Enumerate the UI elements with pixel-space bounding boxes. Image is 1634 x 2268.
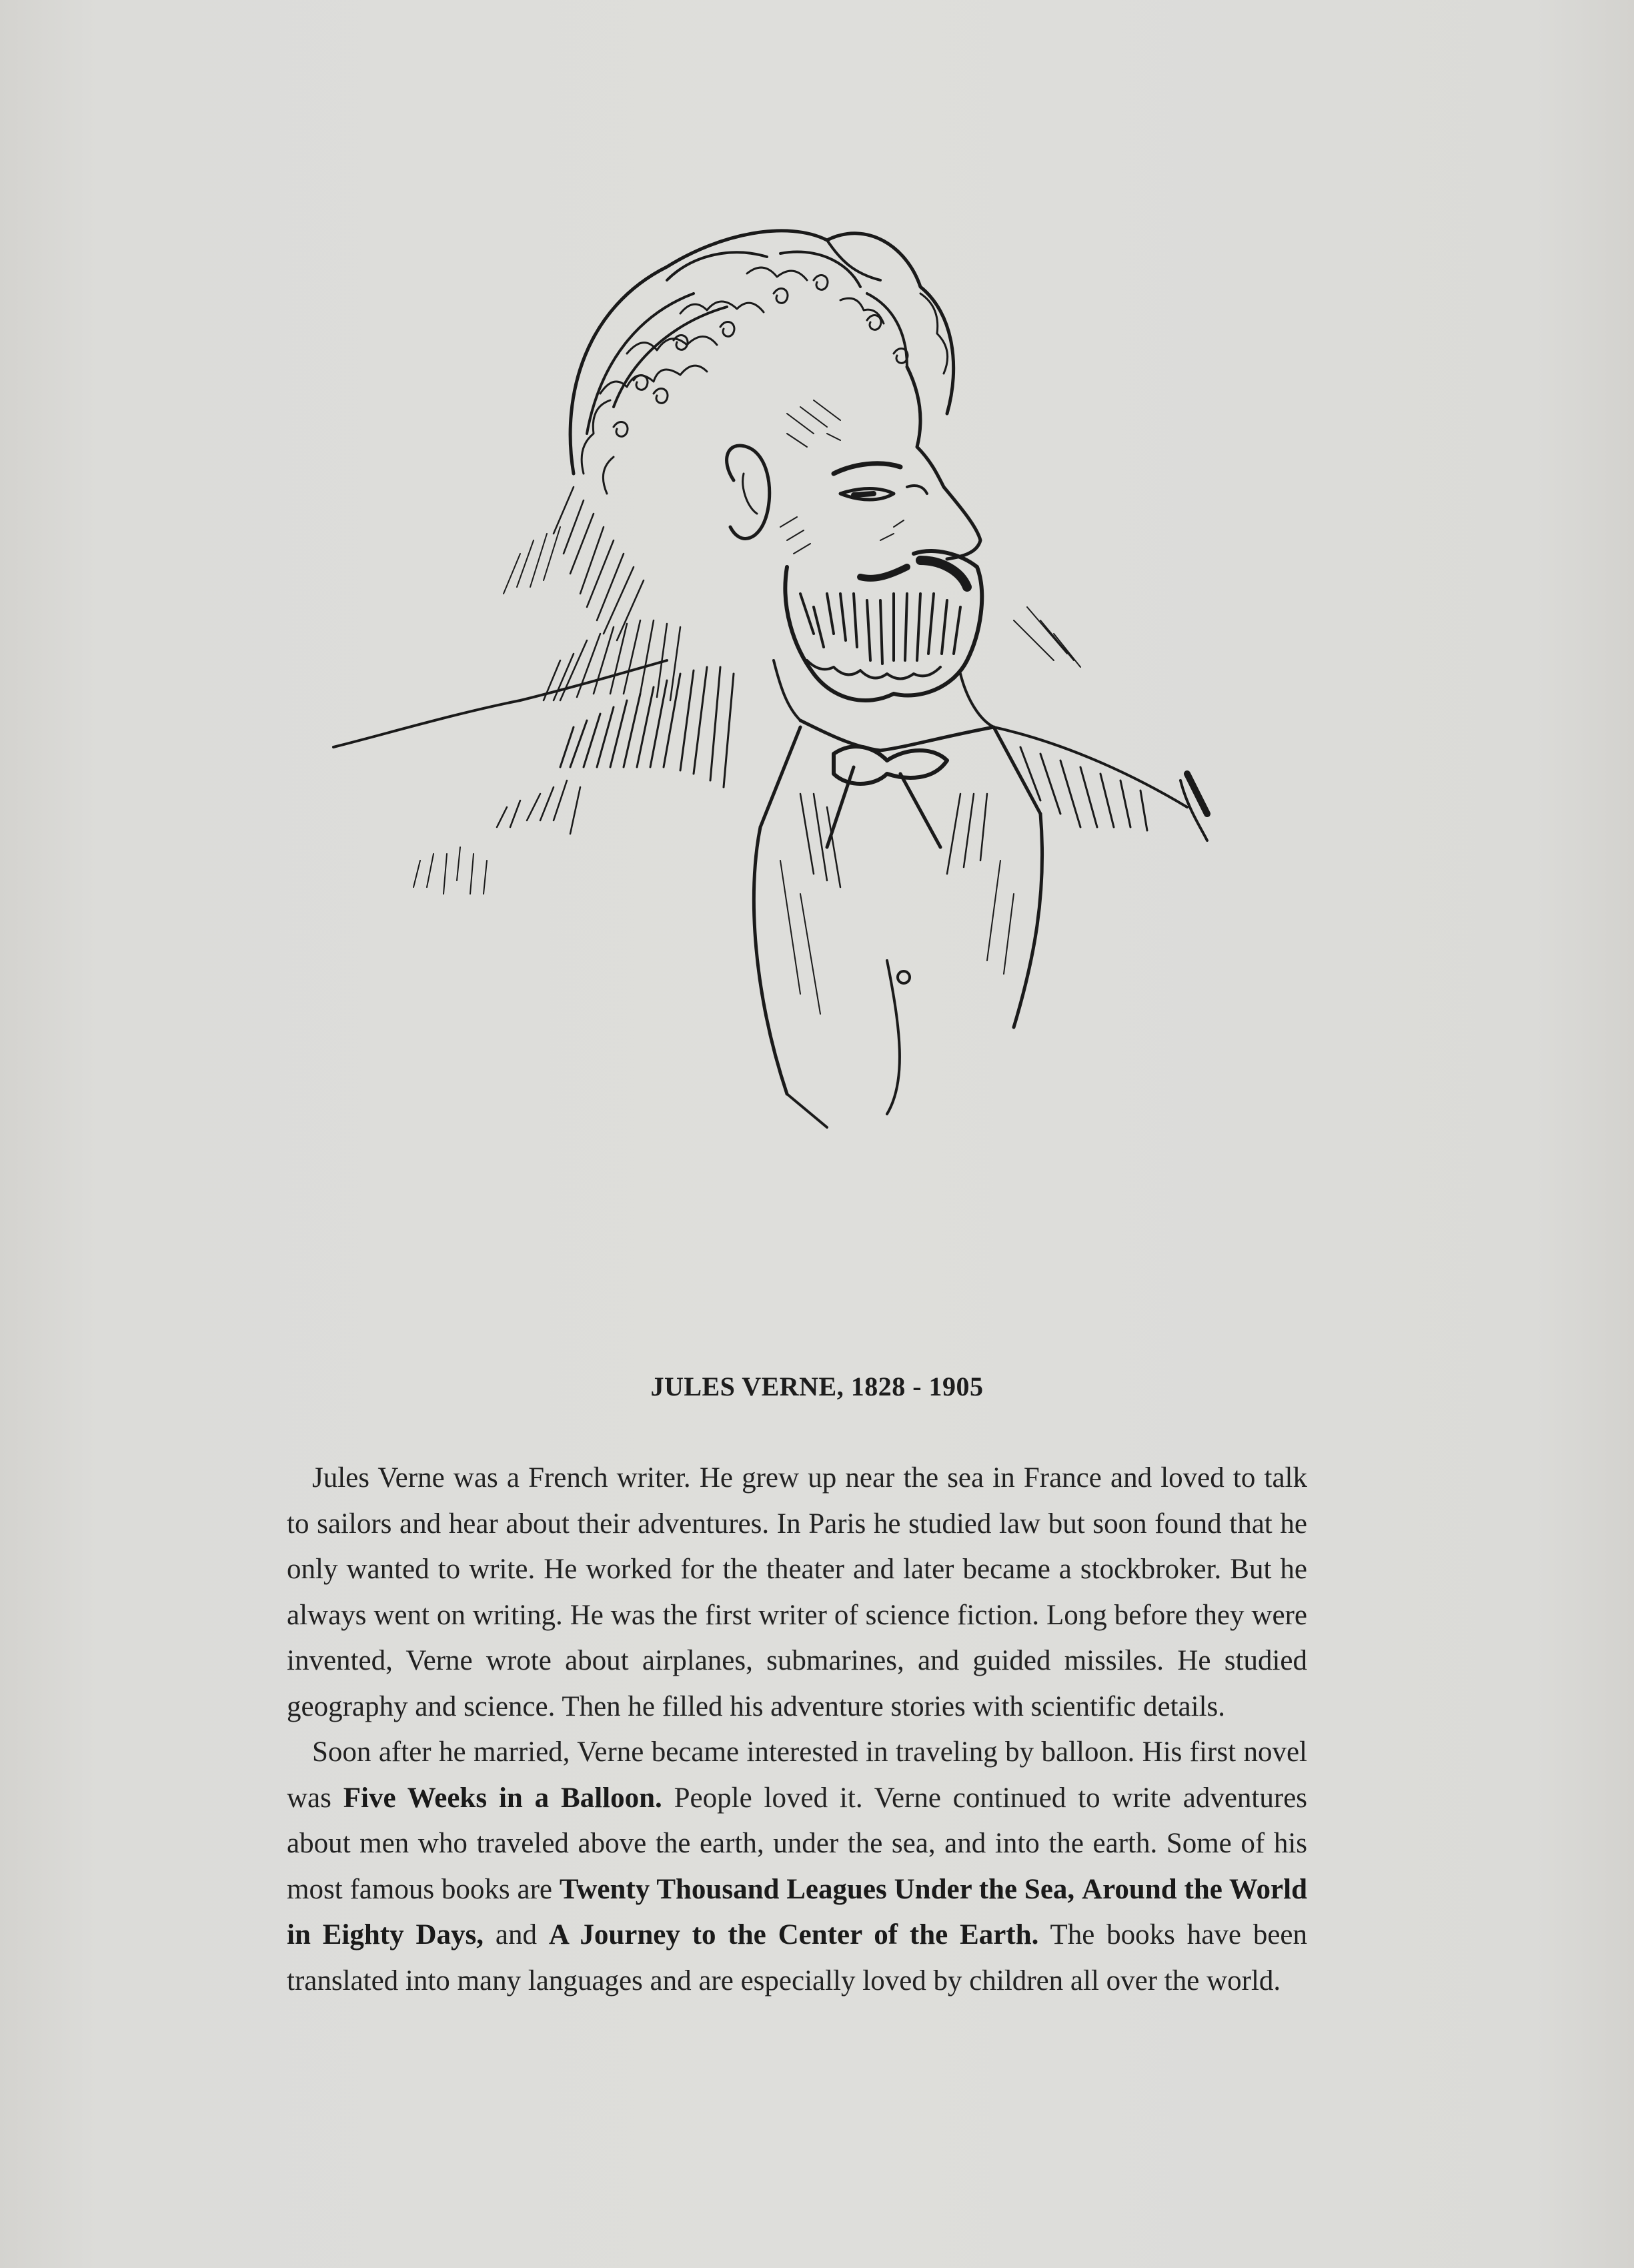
- caption-years: 1828 - 1905: [850, 1371, 984, 1401]
- biography-paragraph-2: [287, 1730, 1307, 2004]
- paragraph-2-text-2: People loved it. Verne continued to write adventures about men who traveled above the earth, under the sea, and into the earth. Some of his most famous books are: [287, 1782, 1308, 1905]
- book-title-journey-center-earth: A Journey to the Center of the Earth.: [548, 1919, 1039, 1950]
- paragraph-2-text-3: [1074, 1874, 1082, 1905]
- portrait-drawing: [320, 193, 1227, 1207]
- portrait-caption: [0, 1371, 1634, 1402]
- paragraph-2-text-5: The books have been translated into many languages and are especially loved by children all over the world.: [287, 1919, 1307, 1997]
- caption-name: JULES VERNE,: [650, 1371, 844, 1401]
- book-title-five-weeks: Five Weeks in a Balloon.: [343, 1782, 662, 1814]
- biography-paragraph-1: Jules Verne was a French writer. He grew up near the sea in France and loved to talk to sailors and hear about their adventures. In Paris he studied law but soon found that he only wanted to write. He worked for the theater and later became a stockbroker. But he always went on writing. He was the first writer of science fiction. Long before they were invented, Verne wrote about airplanes, submarines, and guided missiles. He studied geography and science. Then he filled his adventure stories with scientific details.: [287, 1462, 1307, 1722]
- paragraph-2-text-4: and: [484, 1919, 549, 1950]
- jules-verne-portrait-illustration: [320, 193, 1227, 1207]
- book-title-twenty-thousand-leagues: Twenty Thousand Leagues Under the Sea,: [559, 1873, 1075, 1905]
- book-title-around-the-world: Around the World in Eighty Days,: [287, 1873, 1307, 1950]
- biography-text: [287, 1456, 1307, 2004]
- paragraph-2-text-1: Soon after he married, Verne became interested in traveling by balloon. His first novel was: [287, 1736, 1307, 1814]
